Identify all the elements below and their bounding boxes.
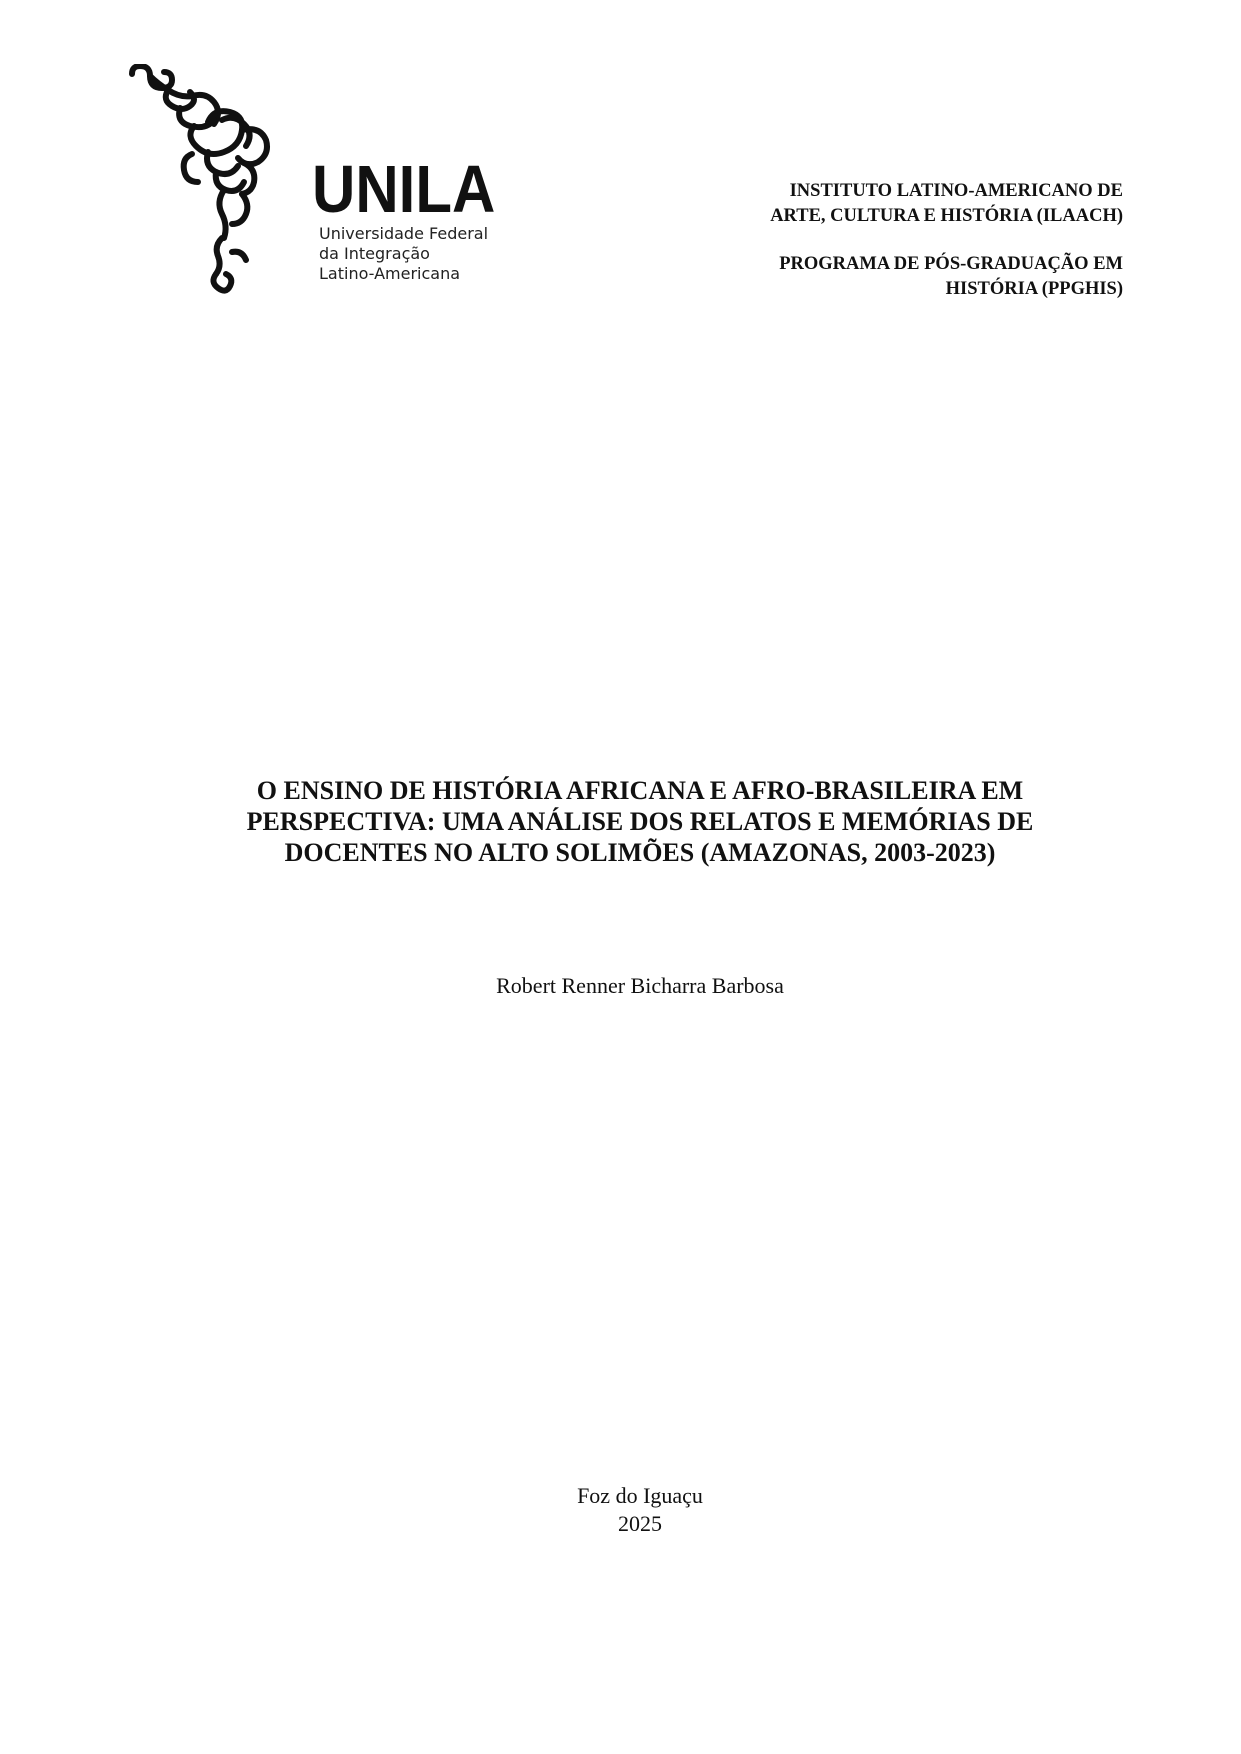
unila-logo bbox=[122, 64, 502, 304]
year: 2025 bbox=[618, 1511, 662, 1536]
unila-subtitle bbox=[319, 224, 488, 284]
imprint bbox=[150, 1482, 1130, 1538]
institute-line: ARTE, CULTURA E HISTÓRIA (ILAACH) bbox=[770, 206, 1123, 226]
program-line: PROGRAMA DE PÓS-GRADUAÇÃO EM bbox=[779, 254, 1123, 274]
program-name bbox=[603, 252, 1123, 302]
unila-wordmark: UNILA bbox=[312, 151, 496, 227]
author-name: Robert Renner Bicharra Barbosa bbox=[496, 973, 784, 998]
unila-map-icon bbox=[122, 64, 312, 304]
unila-subtitle-line: Latino-Americana bbox=[319, 264, 461, 283]
title-line: DOCENTES NO ALTO SOLIMÕES (AMAZONAS, 2003-2023) bbox=[284, 838, 996, 867]
location: Foz do Iguaçu bbox=[577, 1483, 703, 1508]
institution-header bbox=[603, 179, 1123, 325]
unila-subtitle-line: da Integração bbox=[319, 244, 430, 263]
institute-name bbox=[603, 179, 1123, 229]
institute-line: INSTITUTO LATINO-AMERICANO DE bbox=[789, 181, 1123, 201]
unila-subtitle-line: Universidade Federal bbox=[319, 224, 489, 243]
title-line: PERSPECTIVA: UMA ANÁLISE DOS RELATOS E MEMÓRIAS DE bbox=[246, 807, 1034, 836]
document-title bbox=[150, 775, 1130, 868]
program-line: HISTÓRIA (PPGHIS) bbox=[945, 279, 1123, 299]
title-line: O ENSINO DE HISTÓRIA AFRICANA E AFRO-BRASILEIRA EM bbox=[256, 776, 1024, 805]
